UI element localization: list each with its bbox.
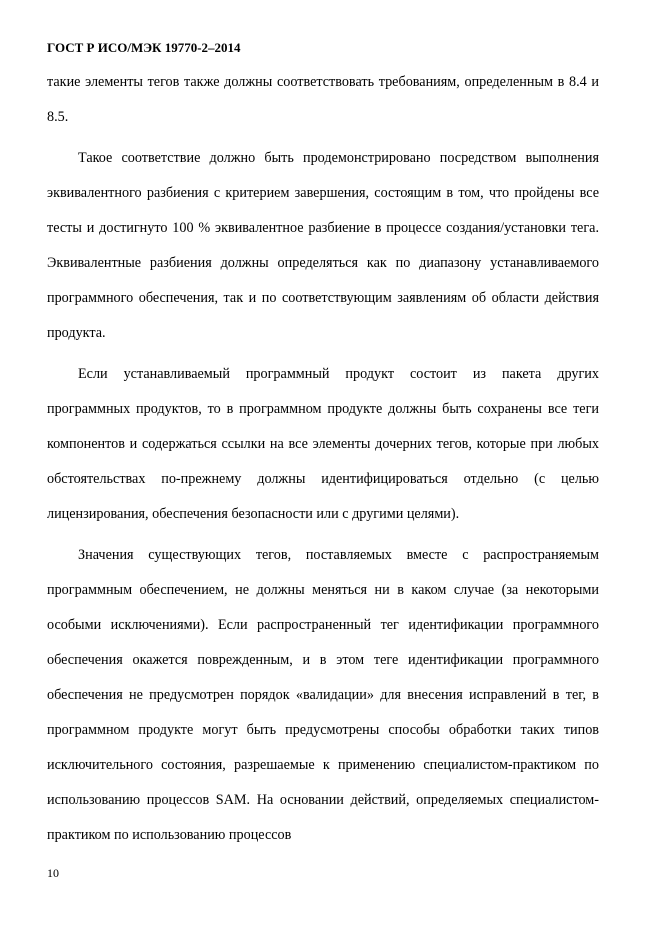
document-header: ГОСТ Р ИСО/МЭК 19770-2–2014: [47, 40, 241, 55]
document-body: [47, 65, 599, 853]
paragraph-package: Если устанавливаемый программный продукт состоит из пакета других программных продуктов, то в программном продукте должны быть сохранены все теги компонентов и содержаться ссылки на все элементы дочерних тегов, которые при любых обстоятельствах по-прежнему должны идентифицироваться отдельно (с целью лицензирования, обеспечения безопасности или с другими целями).: [47, 366, 599, 522]
page-number: 10: [47, 866, 59, 880]
paragraph-continuation: такие элементы тегов также должны соответствовать требованиям, определенным в 8.4 и 8.5.: [47, 74, 599, 125]
paragraph-existing-tags: Значения существующих тегов, поставляемых вместе с распространяемым программным обеспечением, не должны меняться ни в каком случае (за некоторыми особыми исключениями). Если распространенный тег идентификации программного обеспечения окажется поврежденным, и в этом теге идентификации программного обеспечения не предусмотрен порядок «валидации» для внесения исправлений в тег, в программном продукте могут быть предусмотрены способы обработки таких типов исключительного состояния, разрешаемые к применению специалистом-практиком по использованию процессов SAM. На основании действий, определяемых специалистом-практиком по использованию процессов: [47, 547, 599, 843]
paragraph-compliance: Такое соответствие должно быть продемонстрировано посредством выполнения эквивалентного разбиения с критерием завершения, состоящим в том, что пройдены все тесты и достигнуто 100 % эквивалентное разбиение в процессе создания/установки тега. Эквивалентные разбиения должны определяться как по диапазону устанавливаемого программного обеспечения, так и по соответствующим заявлениям об области действия продукта.: [47, 150, 599, 341]
